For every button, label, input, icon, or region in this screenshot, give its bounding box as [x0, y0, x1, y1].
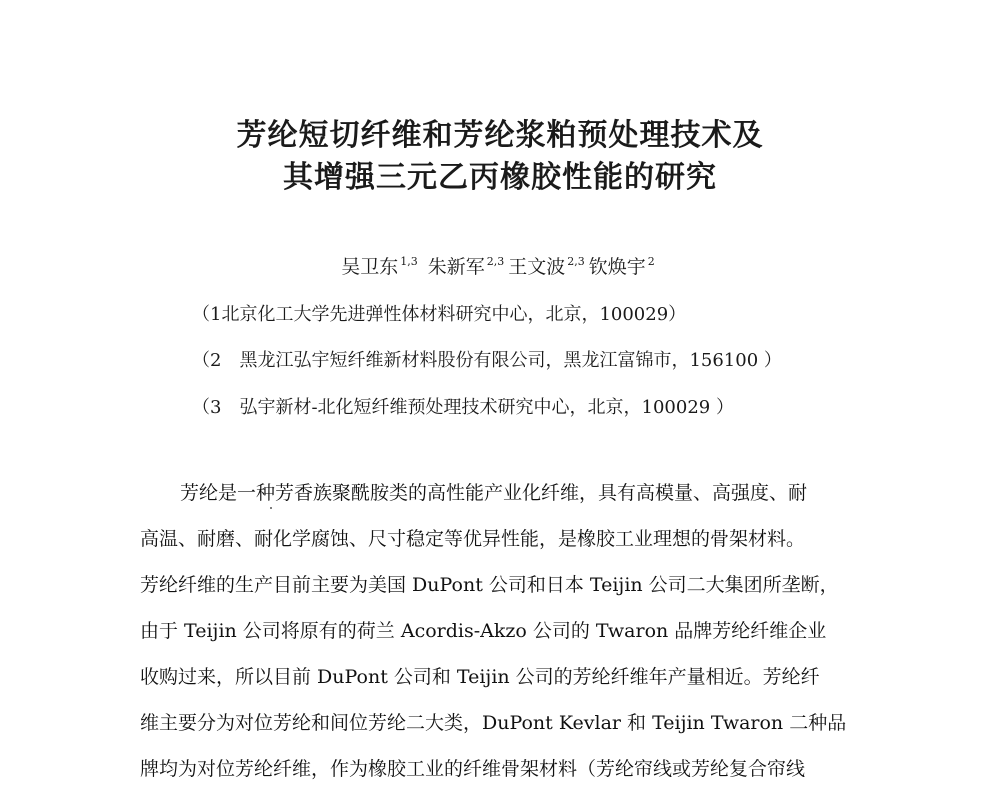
author-affiliation-marker: 1,3: [400, 255, 418, 268]
author-name: 朱新军: [427, 256, 485, 278]
title-line-2: 其增强三元乙丙橡胶性能的研究: [283, 160, 717, 195]
body-line: 芳纶是一种芳香族聚酰胺类的高性能产业化纤维，具有高模量、高强度、耐: [180, 482, 808, 504]
body-line: 维主要分为对位芳纶和间位芳纶二大类，DuPont Kevlar 和 Teijin Twaron 二种品: [140, 712, 847, 734]
author-affiliation-marker: 2,3: [567, 255, 585, 268]
body-line: 高温、耐磨、耐化学腐蚀、尺寸稳定等优异性能，是橡胶工业理想的骨架材料。: [140, 528, 806, 550]
body-line: 牌均为对位芳纶纤维，作为橡胶工业的纤维骨架材料（芳纶帘线或芳纶复合帘线: [140, 758, 806, 780]
author-affiliation-marker: 2: [647, 255, 655, 268]
body-line: 由于 Teijin 公司将原有的荷兰 Acordis-Akzo 公司的 Twaron 品牌芳纶纤维企业: [140, 620, 827, 642]
body-line: 收购过来，所以目前 DuPont 公司和 Teijin 公司的芳纶纤维年产量相近。芳纶纤: [140, 666, 820, 688]
author-list: [0, 252, 1000, 279]
author-name: 吴卫东: [341, 256, 399, 278]
affiliation-3: （3 弘宇新材-北化短纤维预处理技术研究中心，北京，100029 ）: [192, 397, 734, 418]
author-name: 钦焕宇: [588, 256, 646, 278]
body-line: 芳纶纤维的生产目前主要为美国 DuPont 公司和日本 Teijin 公司二大集团所垄断，: [140, 574, 839, 596]
author-name: 王文波: [508, 256, 566, 278]
body-paragraph: [140, 478, 880, 800]
scan-speck: [270, 507, 272, 509]
affiliation-1: （1北京化工大学先进弹性体材料研究中心，北京，100029）: [192, 304, 687, 325]
author-affiliation-marker: 2,3: [486, 255, 505, 268]
affiliation-2: （2 黑龙江弘宇短纤维新材料股份有限公司，黑龙江富锦市，156100 ）: [192, 350, 782, 371]
title-line-1: 芳纶短切纤维和芳纶浆粕预处理技术及: [236, 118, 764, 153]
